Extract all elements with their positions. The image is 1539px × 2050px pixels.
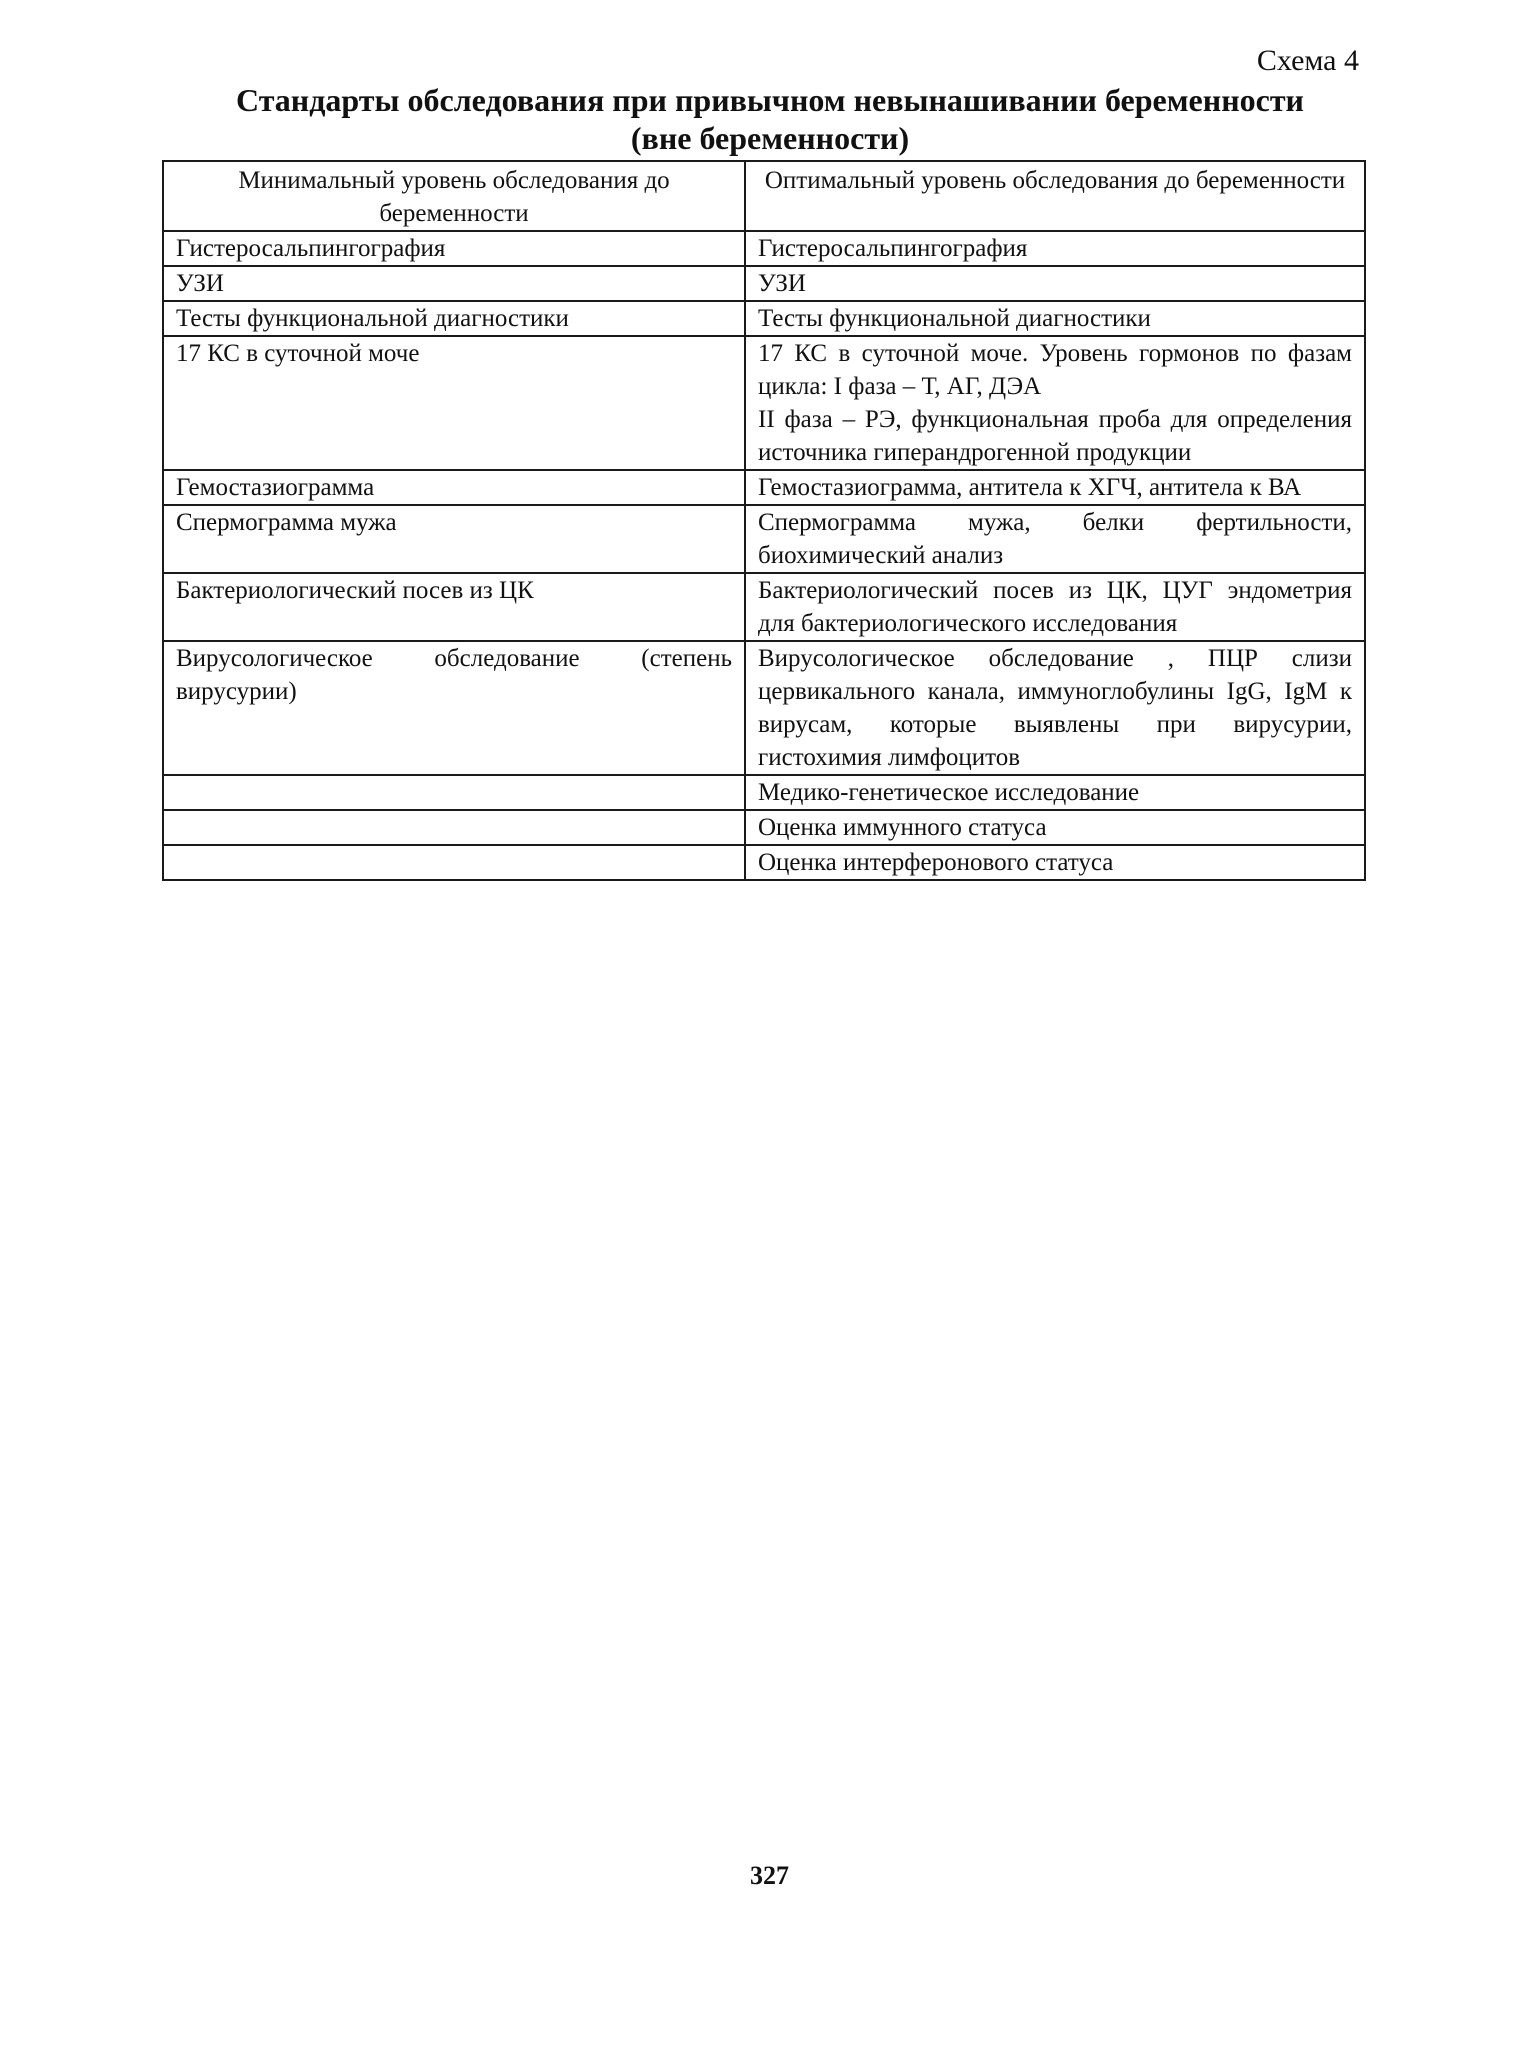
cell-minimal: Спермограмма мужа <box>163 505 745 573</box>
scheme-label: Схема 4 <box>1256 44 1359 77</box>
cell-optimal: Медико-генетическое исследование <box>745 775 1365 810</box>
table-row <box>163 470 1365 505</box>
table-row <box>163 845 1365 880</box>
cell-minimal: Гистеросальпингография <box>163 231 745 266</box>
table-row <box>163 810 1365 845</box>
table-row <box>163 641 1365 775</box>
cell-optimal-paragraph: 17 КС в суточной моче. Уровень гормонов по фазам цикла: I фаза – Т, АГ, ДЭА <box>758 340 1352 400</box>
cell-minimal-empty <box>163 810 745 845</box>
table-row <box>163 505 1365 573</box>
cell-optimal-paragraph: II фаза – РЭ, функциональная проба для определения источника гиперандрогенной продукции <box>758 406 1352 466</box>
cell-optimal: Оценка иммунного статуса <box>745 810 1365 845</box>
table-header-row <box>163 161 1365 231</box>
table-row <box>163 775 1365 810</box>
table-row <box>163 336 1365 470</box>
cell-minimal: Гемостазиограмма <box>163 470 745 505</box>
standards-table <box>162 160 1366 881</box>
page-title: Стандарты обследования при привычном невынашивании беременности <box>236 82 1304 118</box>
cell-optimal: Бактериологический посев из ЦК, ЦУГ эндометрия для бактериологического исследования <box>745 573 1365 641</box>
cell-optimal: Гемостазиограмма, антитела к ХГЧ, антитела к ВА <box>745 470 1365 505</box>
cell-optimal: Спермограмма мужа, белки фертильности, биохимический анализ <box>745 505 1365 573</box>
cell-minimal: УЗИ <box>163 266 745 301</box>
cell-optimal: Гистеросальпингография <box>745 231 1365 266</box>
table-row <box>163 573 1365 641</box>
page-number: 327 <box>750 1861 789 1890</box>
cell-optimal: Оценка интерферонового статуса <box>745 845 1365 880</box>
header-minimal-level: Минимальный уровень обследования до беременности <box>163 161 745 231</box>
cell-minimal-empty <box>163 845 745 880</box>
cell-optimal: УЗИ <box>745 266 1365 301</box>
cell-optimal: Вирусологическое обследование , ПЦР слизи цервикального канала, иммуноглобулины IgG, IgM к вирусам, которые выявлены при вирусурии, гистохимия лимфоцитов <box>745 641 1365 775</box>
cell-optimal: Тесты функциональной диагностики <box>745 301 1365 336</box>
cell-minimal: 17 КС в суточной моче <box>163 336 745 470</box>
header-optimal-level: Оптимальный уровень обследования до беременности <box>745 161 1365 231</box>
table-row <box>163 301 1365 336</box>
cell-minimal: Вирусологическое обследование (степень вирусурии) <box>163 641 745 775</box>
table-row <box>163 266 1365 301</box>
cell-optimal <box>745 336 1365 470</box>
page-subtitle: (вне беременности) <box>630 120 910 156</box>
cell-minimal: Бактериологический посев из ЦК <box>163 573 745 641</box>
table-row <box>163 231 1365 266</box>
cell-minimal-empty <box>163 775 745 810</box>
cell-minimal: Тесты функциональной диагностики <box>163 301 745 336</box>
